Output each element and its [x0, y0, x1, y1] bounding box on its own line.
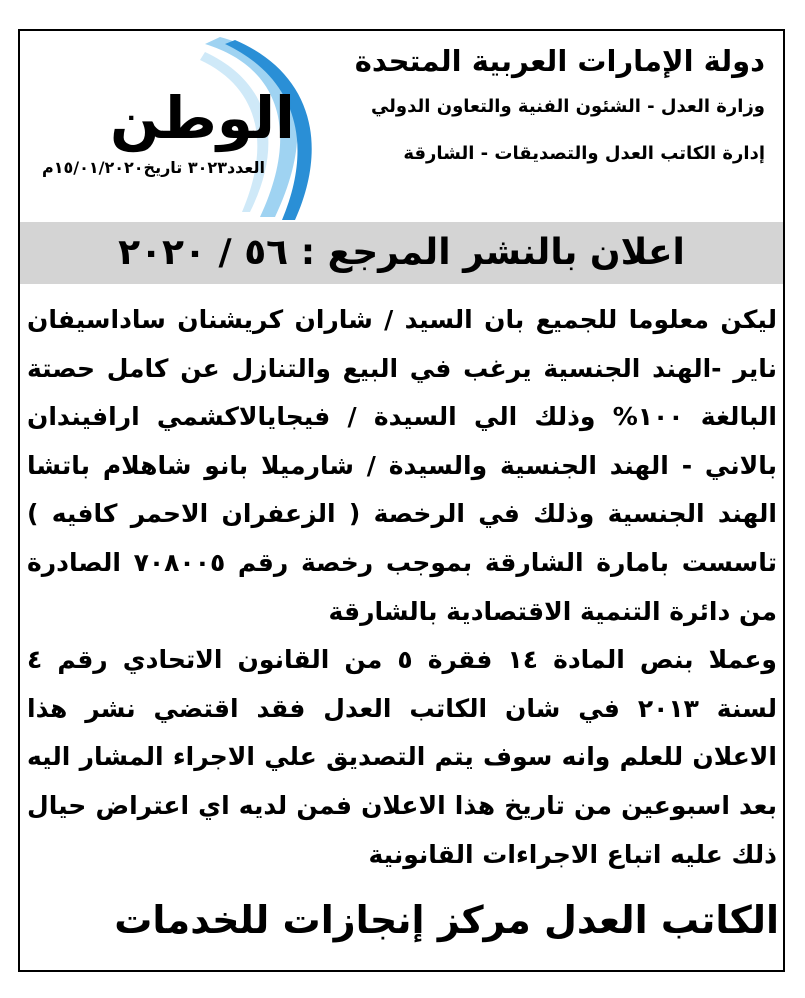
- department-name: إدارة الكاتب العدل والتصديقات - الشارقة: [403, 143, 765, 164]
- signature-line: الكاتب العدل مركز إنجازات للخدمات: [114, 898, 779, 942]
- body-paragraph-1: ليكن معلوما للجميع بان السيد / شاران كريشنان ساداسيفان ناير -الهند الجنسية يرغب في البيع والتنازل عن كامل حصتة البالغة ١٠٠% وذلك الي السيدة / فيجايالاكشمي ارافيندان بالاني - الهند الجنسية والسيدة / شارميلا بانو شاهلام باتشا الهند الجنسية وذلك في الرخصة ( الزعفران الاحمر كافيه ) تاسست بامارة الشارقة بموجب رخصة رقم ٧٠٨٠٠٥ الصادرة من دائرة التنمية الاقتصادية بالشارقة: [27, 305, 777, 626]
- issue-line: العدد٣٠٢٣ تاريخ١٥/٠١/٢٠٢٠م: [42, 158, 265, 177]
- newspaper-logo: [60, 32, 360, 222]
- notice-title: اعلان بالنشر المرجع : ٥٦ / ٢٠٢٠: [20, 222, 783, 284]
- newspaper-name: الوطن: [110, 84, 295, 152]
- ministry-name: وزارة العدل - الشئون الفنية والتعاون الدولي: [370, 96, 765, 117]
- government-heading: [335, 42, 765, 164]
- body-paragraph-2: وعملا بنص المادة ١٤ فقرة ٥ من القانون الاتحادي رقم ٤ لسنة ٢٠١٣ في شان الكاتب العدل فقد اقتضي نشر هذا الاعلان للعلم وانه سوف يتم التصديق علي الاجراء المشار اليه بعد اسبوعين من تاريخ هذا الاعلان فمن لديه اي اعتراض حيال ذلك عليه اتباع الاجراءات القانونية: [27, 645, 777, 869]
- country-name: دولة الإمارات العربية المتحدة: [354, 44, 765, 78]
- notice-body: [27, 296, 777, 879]
- notice-header: [20, 32, 783, 222]
